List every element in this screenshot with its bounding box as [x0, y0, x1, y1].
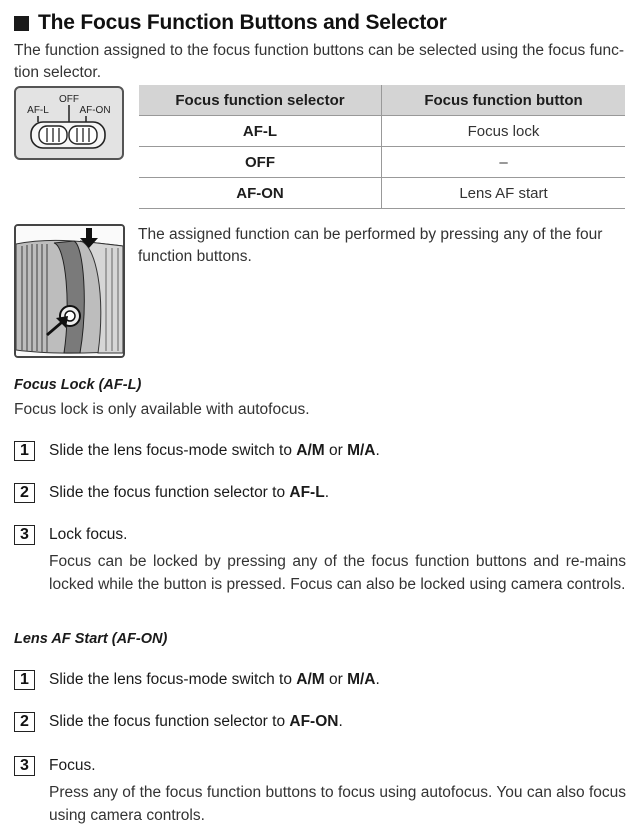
table-cell-function: Lens AF start	[382, 178, 626, 209]
table-row	[139, 178, 625, 209]
step-detail: Press any of the focus function buttons to focus using autofocus. You can also focus using camera controls.	[49, 784, 626, 824]
step-number: 1	[14, 670, 35, 690]
lens-buttons-description: The assigned function can be performed by pressing any of the four function buttons.	[138, 226, 603, 265]
lens-af-start-title: Lens AF Start (AF-ON)	[14, 631, 168, 647]
table-cell-function: –	[382, 147, 626, 178]
step-number: 1	[14, 441, 35, 461]
table-header-selector: Focus function selector	[139, 85, 382, 116]
selector-label-afon: AF-ON	[79, 105, 111, 116]
step-text: Slide the lens focus-mode switch to A/M or M/A.	[49, 671, 380, 688]
table-header-button: Focus function button	[382, 85, 626, 116]
step-text: Slide the focus function selector to AF-L.	[49, 484, 329, 501]
table-row	[139, 116, 625, 147]
intro-paragraph: The function assigned to the focus function buttons can be selected using the focus func-tion selector.	[14, 42, 625, 81]
table-cell-selector: AF-L	[139, 116, 382, 147]
step-text: Slide the lens focus-mode switch to A/M or M/A.	[49, 442, 380, 459]
lens-buttons-illustration	[14, 224, 125, 358]
table-cell-selector: OFF	[139, 147, 382, 178]
selector-table	[139, 85, 625, 209]
step-number: 2	[14, 483, 35, 503]
heading-square-icon	[14, 16, 29, 31]
selector-label-off: OFF	[59, 94, 79, 105]
table-cell-selector: AF-ON	[139, 178, 382, 209]
table-cell-function: Focus lock	[382, 116, 626, 147]
step-detail: Focus can be locked by pressing any of the focus function buttons and re-mains locked while the button is pressed. Focus can also be locked using camera controls.	[49, 553, 626, 593]
table-row	[139, 147, 625, 178]
step-text: Lock focus.	[49, 526, 128, 543]
step-number: 3	[14, 756, 35, 776]
step-number: 2	[14, 712, 35, 732]
step-text: Slide the focus function selector to AF-ON.	[49, 713, 343, 730]
step-text: Focus.	[49, 757, 96, 774]
selector-label-afl: AF-L	[27, 105, 49, 116]
page-title: The Focus Function Buttons and Selector	[38, 11, 447, 34]
focus-lock-note: Focus lock is only available with autofocus.	[14, 401, 310, 418]
focus-lock-title: Focus Lock (AF-L)	[14, 377, 142, 393]
step-number: 3	[14, 525, 35, 545]
section-heading	[14, 10, 447, 36]
focus-selector-illustration	[14, 86, 124, 160]
